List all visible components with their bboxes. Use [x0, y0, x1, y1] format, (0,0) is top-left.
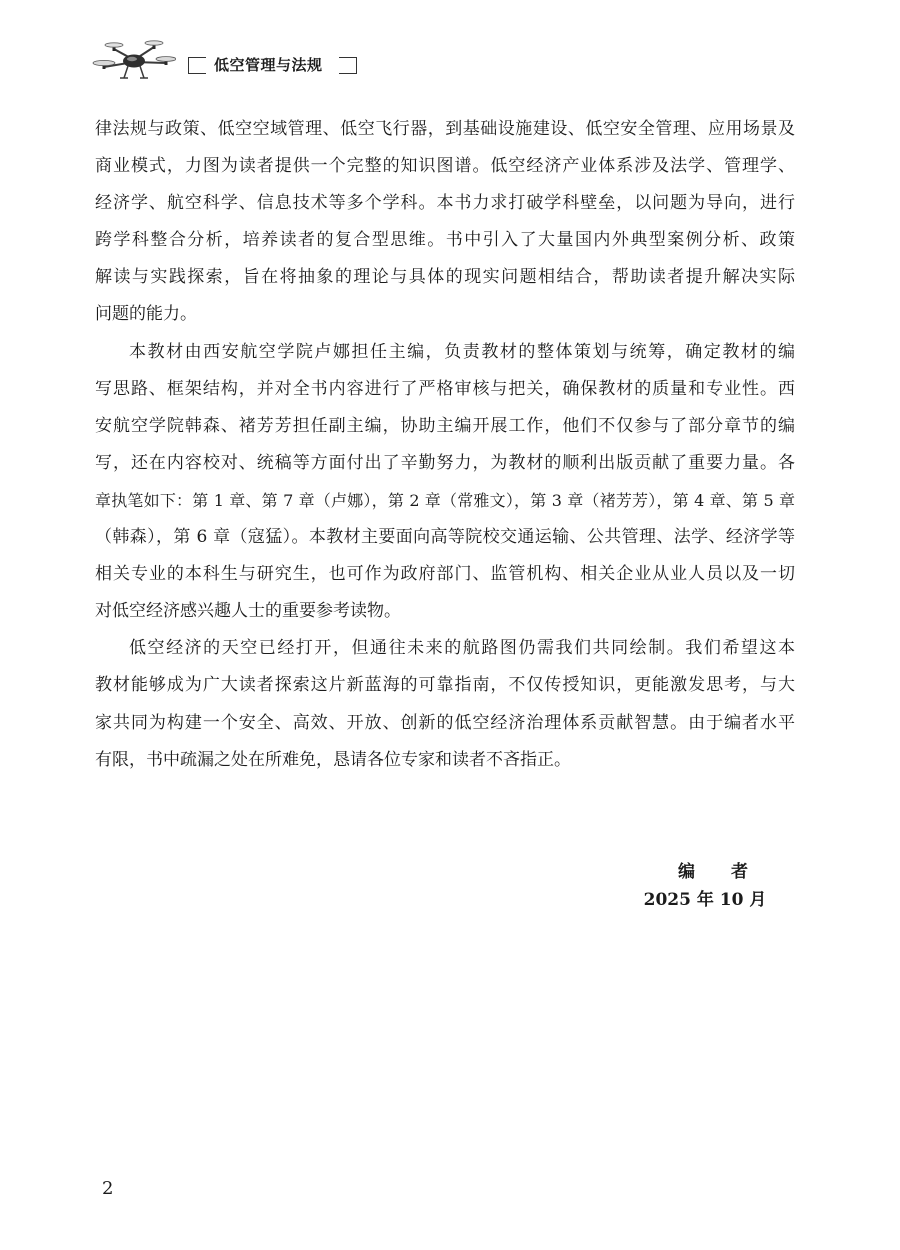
text-line: 相关专业的本科生与研究生，也可作为政府部门、监管机构、相关企业从业人员以及一切 — [95, 564, 795, 585]
running-title: 低空管理与法规 — [214, 56, 323, 74]
page-number: 2 — [102, 1178, 114, 1199]
text-line: 经济学、航空科学、信息技术等多个学科。本书力求打破学科壁垒，以问题为导向，进行 — [95, 193, 795, 214]
paragraph — [95, 111, 795, 334]
text-line: 章执笔如下：第 1 章、第 7 章（卢娜），第 2 章（常雅文），第 3 章（褚芳芳），第 4 章、第 5 章 — [95, 490, 795, 510]
drone-icon — [92, 36, 176, 86]
signature-author: 编 者 — [678, 862, 748, 882]
text-line: 商业模式，力图为读者提供一个完整的知识图谱。低空经济产业体系涉及法学、管理学、 — [95, 156, 795, 177]
paragraph — [95, 334, 795, 631]
paragraph — [95, 630, 795, 778]
text-line: 家共同为构建一个安全、高效、开放、创新的低空经济治理体系贡献智慧。由于编者水平 — [95, 712, 795, 733]
text-line: 教材能够成为广大读者探索这片新蓝海的可靠指南，不仅传授知识，更能激发思考，与大 — [95, 675, 795, 696]
text-line: 跨学科整合分析，培养读者的复合型思维。书中引入了大量国内外典型案例分析、政策 — [95, 230, 795, 251]
title-bracket-left — [188, 57, 206, 74]
text-line: 解读与实践探索，旨在将抽象的理论与具体的现实问题相结合，帮助读者提升解决实际 — [95, 267, 795, 288]
text-line: 律法规与政策、低空空域管理、低空飞行器，到基础设施建设、低空安全管理、应用场景及 — [95, 119, 795, 139]
text-line: 安航空学院韩森、褚芳芳担任副主编，协助主编开展工作，他们不仅参与了部分章节的编 — [95, 415, 795, 436]
text-line: 有限，书中疏漏之处在所难免，恳请各位专家和读者不吝指正。 — [95, 749, 571, 770]
signature — [610, 858, 800, 914]
text-line: 低空经济的天空已经打开，但通往未来的航路图仍需我们共同绘制。我们希望这本 — [129, 638, 795, 659]
text-line: 本教材由西安航空学院卢娜担任主编，负责教材的整体策划与统筹，确定教材的编 — [129, 341, 795, 362]
title-bracket-right — [339, 57, 357, 74]
text-line: 对低空经济感兴趣人士的重要参考读物。 — [95, 601, 401, 622]
text-line: 写思路、框架结构，并对全书内容进行了严格审核与把关，确保教材的质量和专业性。西 — [95, 378, 795, 399]
signature-date: 2025 年 10 月 — [643, 890, 767, 910]
body-text — [95, 111, 795, 779]
text-line: （韩森），第 6 章（寇猛）。本教材主要面向高等院校交通运输、公共管理、法学、经济学等 — [95, 527, 795, 548]
text-line: 写，还在内容校对、统稿等方面付出了辛勤努力，为教材的顺利出版贡献了重要力量。各 — [95, 452, 795, 473]
text-line: 问题的能力。 — [95, 304, 197, 325]
